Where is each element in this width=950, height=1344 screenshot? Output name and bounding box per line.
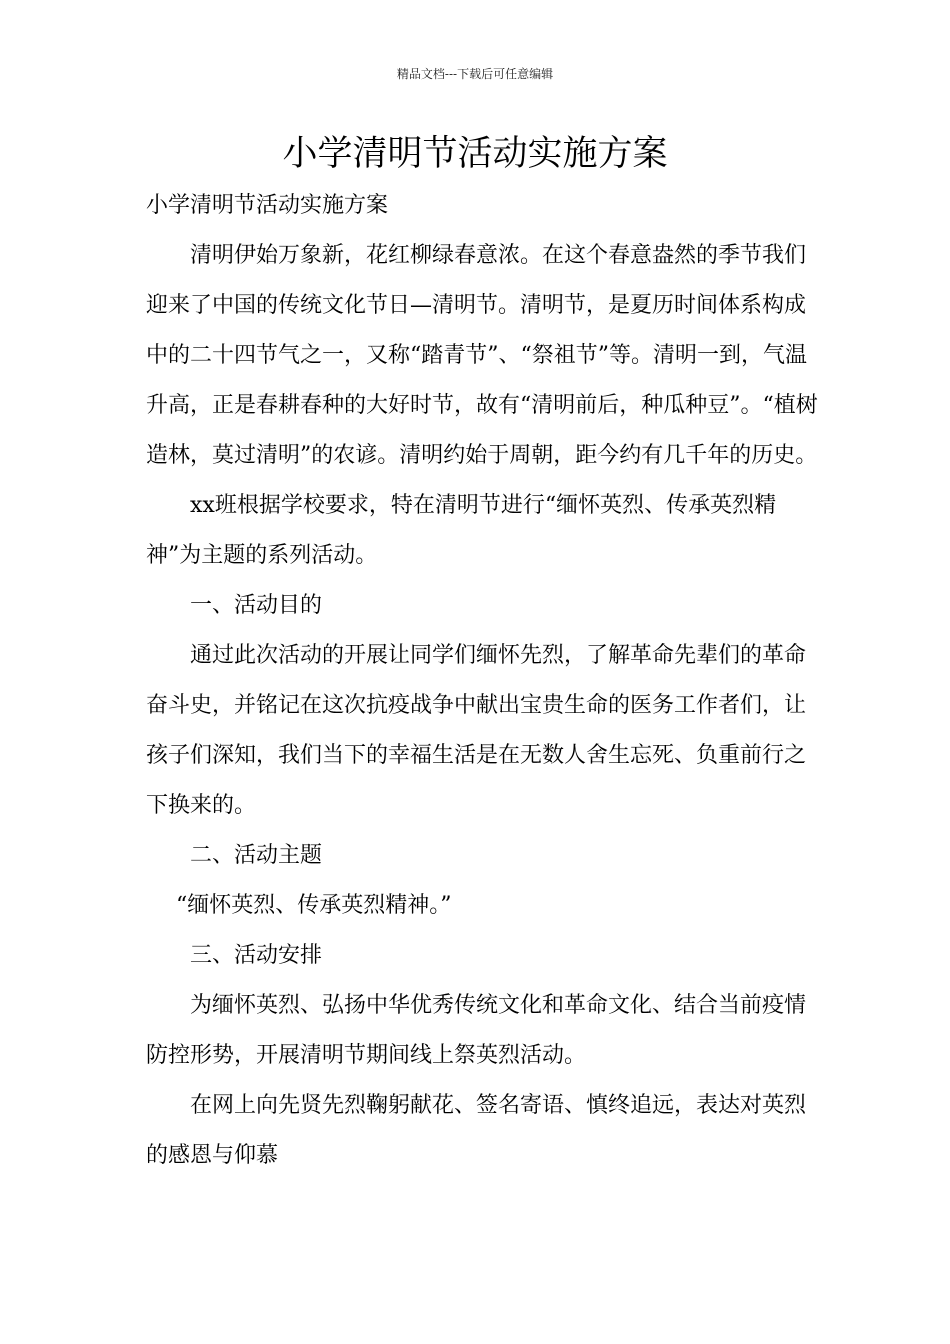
paragraph-theme: “缅怀英烈、传承英烈精神。” <box>176 893 452 918</box>
paragraph-online-tribute: 在网上向先贤先烈鞠躬献花、签名寄语、慎终追远，表达对英烈的感恩与仰慕 <box>146 1093 807 1168</box>
document-title: 小学清明节活动实施方案 <box>282 134 668 174</box>
document-subtitle: 小学清明节活动实施方案 <box>146 193 389 218</box>
header-note: 精品文档---下载后可任意编辑 <box>396 67 554 81</box>
section-heading-purpose: 一、活动目的 <box>190 593 323 618</box>
paragraph-purpose: 通过此次活动的开展让同学们缅怀先烈，了解革命先辈们的革命奋斗史，并铭记在这次抗疫战争中献出宝贵生命的医务工作者们，让孩子们深知，我们当下的幸福生活是在无数人舍生忘死、负重前行之下换来的。 <box>146 643 807 818</box>
paragraph-arrangement: 为缅怀英烈、弘扬中华优秀传统文化和革命文化、结合当前疫情防控形势，开展清明节期间线上祭英烈活动。 <box>146 993 807 1068</box>
section-heading-theme: 二、活动主题 <box>190 843 323 868</box>
section-heading-arrangement: 三、活动安排 <box>190 943 323 968</box>
paragraph-class-activity: xx班根据学校要求，特在清明节进行“缅怀英烈、传承英烈精神”为主题的系列活动。 <box>146 493 777 568</box>
paragraph-intro: 清明伊始万象新，花红柳绿春意浓。在这个春意盎然的季节我们迎来了中国的传统文化节日—清明节。清明节，是夏历时间体系构成中的二十四节气之一，又称“踏青节”、“祭祖节”等。清明一到，气温升高，正是春耕春种的大好时节，故有“清明前后，种瓜种豆”。“植树造林，莫过清明”的农谚。清明约始于周朝，距今约有几千年的历史。 <box>146 243 818 468</box>
document-body <box>146 181 826 1181</box>
